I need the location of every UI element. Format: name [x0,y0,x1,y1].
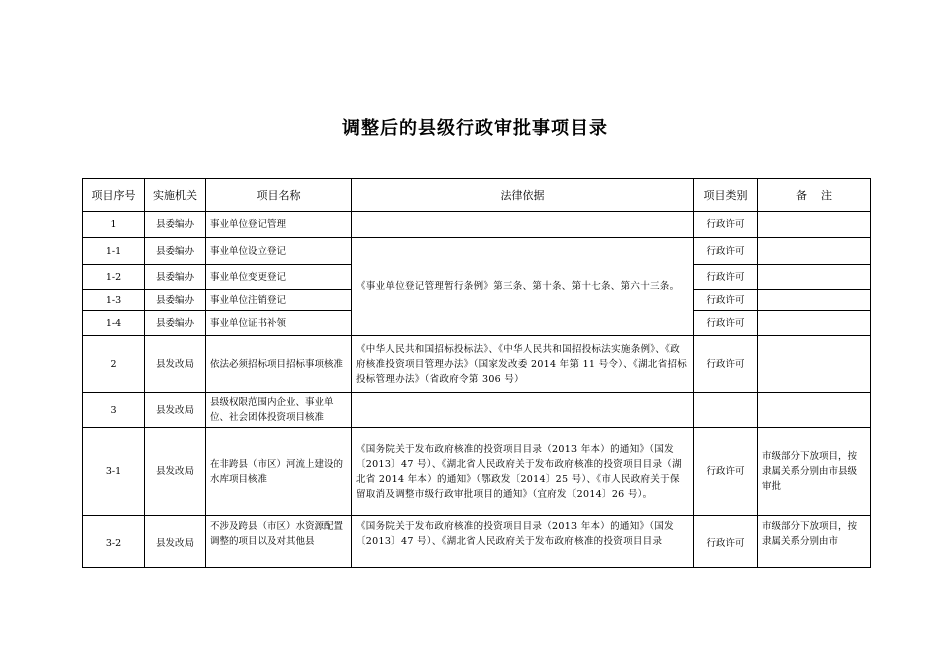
category: 行政许可 [694,336,758,393]
table-row [83,516,871,568]
item-no: 3-1 [83,428,145,516]
legal-basis: 《中华人民共和国招标投标法》、《中华人民共和国招投标法实施条例》、《政府核准投资项目管理办法》（国家发改委 2014 年第 11 号令）、《湖北省招标投标管理办法》（省政府令第 306 号） [352,336,694,393]
item-name: 事业单位证书补领 [206,311,352,336]
category: 行政许可 [694,290,758,311]
note [758,265,871,290]
category: 行政许可 [694,212,758,238]
category: 行政许可 [694,428,758,516]
header-item-name: 项目名称 [206,179,352,212]
header-category: 项目类别 [694,179,758,212]
note: 市级部分下放项目，按隶属关系分别由市县级审批 [758,428,871,516]
item-no: 3-2 [83,516,145,568]
item-no: 1-4 [83,311,145,336]
category: 行政许可 [694,265,758,290]
table-header-row [83,179,871,212]
header-agency: 实施机关 [145,179,206,212]
category: 行政许可 [694,238,758,265]
note [758,336,871,393]
item-name: 不涉及跨县（市区）水资源配置调整的项目以及对其他县 [206,516,352,568]
agency: 县委编办 [145,311,206,336]
agency: 县发改局 [145,336,206,393]
agency: 县委编办 [145,238,206,265]
table-row [83,212,871,238]
legal-basis-merged: 《事业单位登记管理暂行条例》第三条、第十条、第十七条、第六十三条。 [352,238,694,336]
note [758,212,871,238]
note [758,311,871,336]
header-legal-basis: 法律依据 [352,179,694,212]
item-no: 1-3 [83,290,145,311]
table-row [83,336,871,393]
legal-basis: 《国务院关于发布政府核准的投资项目目录（2013 年本）的通知》（国发〔2013〕47 号）、《湖北省人民政府关于发布政府核准的投资项目目录 [352,516,694,568]
item-name: 县级权限范围内企业、事业单位、社会团体投资项目核准 [206,393,352,428]
item-no: 1-2 [83,265,145,290]
legal-basis: 《国务院关于发布政府核准的投资项目目录（2013 年本）的通知》（国发〔2013〕47 号）、《湖北省人民政府关于发布政府核准的投资项目目录（湖北省 2014 年本）的通知》（鄂政发〔2014〕25 号）、《市人民政府关于保留取消及调整市级行政审批项目的通知》（宜府发〔2014〕26 号）。 [352,428,694,516]
item-name: 在非跨县（市区）河流上建设的水库项目核准 [206,428,352,516]
agency: 县发改局 [145,516,206,568]
category: 行政许可 [694,516,758,568]
table-row [83,428,871,516]
category [694,393,758,428]
legal-basis [352,212,694,238]
item-name: 事业单位变更登记 [206,265,352,290]
agency: 县委编办 [145,212,206,238]
item-no: 1 [83,212,145,238]
item-name: 事业单位注销登记 [206,290,352,311]
table-row [83,238,871,265]
page-title: 调整后的县级行政审批事项目录 [342,118,608,139]
approval-items-table [82,178,871,568]
agency: 县发改局 [145,393,206,428]
agency: 县委编办 [145,265,206,290]
note [758,238,871,265]
item-no: 2 [83,336,145,393]
agency: 县委编办 [145,290,206,311]
note [758,393,871,428]
item-no: 3 [83,393,145,428]
header-note: 备 注 [758,179,871,212]
item-name: 事业单位设立登记 [206,238,352,265]
note: 市级部分下放项目，按隶属关系分别由市 [758,516,871,568]
agency: 县发改局 [145,428,206,516]
category: 行政许可 [694,311,758,336]
note [758,290,871,311]
item-name: 依法必须招标项目招标事项核准 [206,336,352,393]
header-item-no: 项目序号 [83,179,145,212]
item-no: 1-1 [83,238,145,265]
item-name: 事业单位登记管理 [206,212,352,238]
legal-basis [352,393,694,428]
table-row [83,393,871,428]
